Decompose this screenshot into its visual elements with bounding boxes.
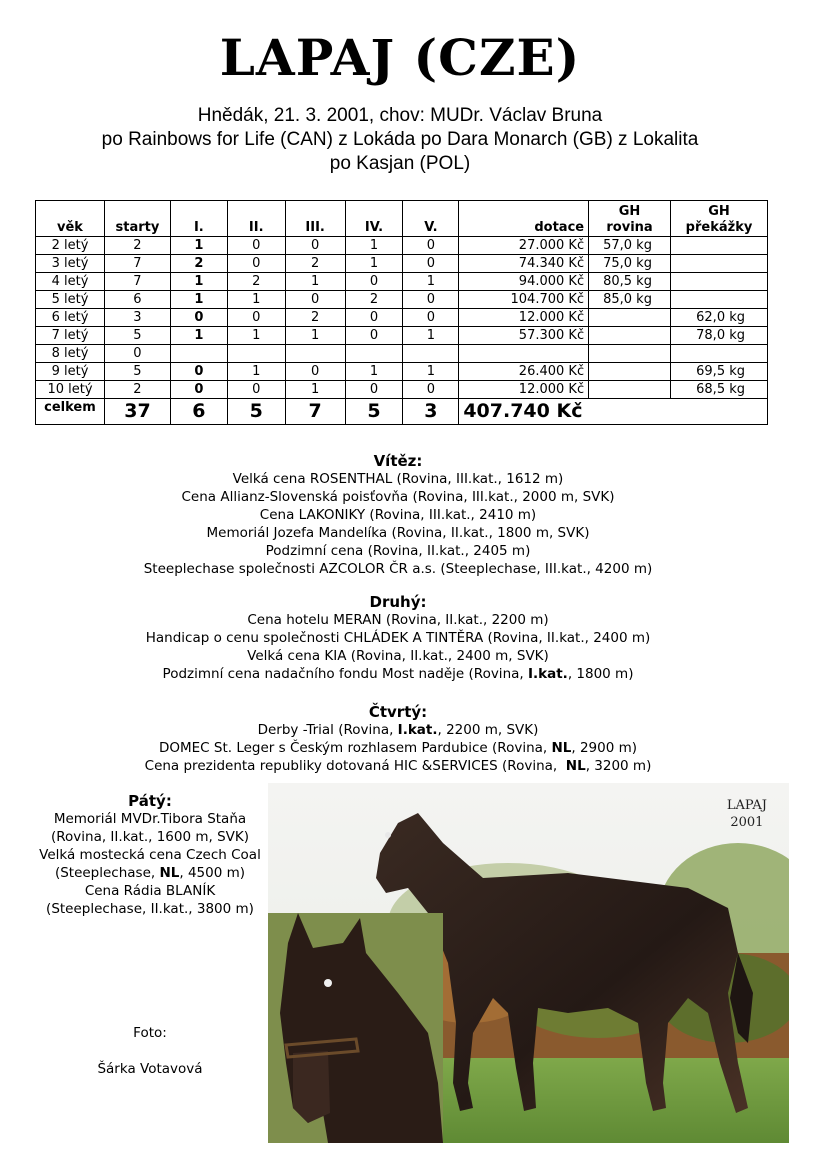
cell-third: 1 — [285, 381, 345, 399]
race-item — [0, 757, 796, 775]
race-category: I.kat. — [527, 666, 568, 682]
cell-gh-jumps: 69,5 kg — [671, 363, 768, 381]
table-row — [36, 255, 768, 273]
pedigree-line: po Rainbows for Life (CAN) z Lokáda po Dara Monarch (GB) z Lokalita — [101, 129, 699, 150]
race-item: Memoriál MVDr.Tibora Staňa — [53, 811, 247, 827]
cell-age: 2 letý — [36, 237, 105, 255]
cell-third: 2 — [285, 255, 345, 273]
cell-first: 0 — [170, 381, 227, 399]
race-item: Podzimní cena (Rovina, II.kat., 2405 m) — [265, 543, 531, 559]
cell-gh-jumps: 78,0 kg — [671, 327, 768, 345]
cell-age: 6 letý — [36, 309, 105, 327]
cell-gh-flat — [589, 363, 671, 381]
race-text: , 4500 m) — [179, 865, 246, 881]
race-text: Cena prezidenta republiky dotovaná HIC &SERVICES (Rovina, — [144, 758, 566, 774]
cell-fifth: 1 — [403, 363, 459, 381]
cell-second: 0 — [227, 309, 285, 327]
cell-second: 1 — [227, 327, 285, 345]
total-label: celkem — [36, 399, 105, 425]
cell-first: 0 — [170, 309, 227, 327]
cell-gh-flat — [589, 381, 671, 399]
race-text: , 2200 m, SVK) — [437, 722, 539, 738]
winner-heading: Vítěz: — [373, 452, 423, 470]
cell-fourth: 1 — [345, 237, 403, 255]
table-row — [36, 327, 768, 345]
cell-second: 1 — [227, 291, 285, 309]
cell-earnings: 12.000 Kč — [459, 309, 589, 327]
cell-fifth: 0 — [403, 291, 459, 309]
table-row — [36, 363, 768, 381]
cell-second: 0 — [227, 255, 285, 273]
cell-fourth: 1 — [345, 363, 403, 381]
race-item: Cena hotelu MERAN (Rovina, II.kat., 2200 m) — [247, 612, 549, 628]
race-item: Cena Rádia BLANÍK — [84, 883, 216, 899]
cell-age: 10 letý — [36, 381, 105, 399]
cell-fourth: 2 — [345, 291, 403, 309]
cell-fourth — [345, 345, 403, 363]
cell-earnings: 27.000 Kč — [459, 237, 589, 255]
race-text: Podzimní cena nadačního fondu Most naděje (Rovina, — [162, 666, 528, 682]
race-item: Velká cena KIA (Rovina, II.kat., 2400 m, SVK) — [247, 648, 549, 664]
photo-credit — [30, 1024, 270, 1078]
fifth-heading: Pátý: — [128, 792, 172, 810]
total-fifth: 3 — [403, 399, 459, 425]
race-text: DOMEC St. Leger s Českým rozhlasem Pardubice (Rovina, — [158, 740, 552, 756]
col-header-gh-flat: GH rovina — [589, 201, 671, 237]
cell-fifth: 1 — [403, 327, 459, 345]
total-first: 6 — [170, 399, 227, 425]
cell-fourth: 1 — [345, 255, 403, 273]
table-row — [36, 345, 768, 363]
col-header-first: I. — [170, 201, 227, 237]
cell-age: 4 letý — [36, 273, 105, 291]
total-earnings: 407.740 Kč — [459, 399, 768, 425]
cell-fourth: 0 — [345, 273, 403, 291]
table-total-row — [36, 399, 768, 425]
cell-fifth: 0 — [403, 237, 459, 255]
horse-photo — [268, 783, 789, 1143]
cell-gh-jumps: 62,0 kg — [671, 309, 768, 327]
table-row — [36, 273, 768, 291]
race-item — [0, 665, 796, 683]
second-place-section — [0, 593, 796, 683]
cell-age: 7 letý — [36, 327, 105, 345]
cell-second — [227, 345, 285, 363]
page-title: LAPAJ (CZE) — [219, 28, 581, 87]
cell-starts: 6 — [104, 291, 170, 309]
cell-gh-flat: 80,5 kg — [589, 273, 671, 291]
race-text: , 2900 m) — [571, 740, 638, 756]
cell-fifth: 0 — [403, 255, 459, 273]
race-text: , 1800 m) — [567, 666, 634, 682]
cell-first: 1 — [170, 273, 227, 291]
fourth-heading: Čtvrtý: — [368, 703, 428, 721]
cell-third: 0 — [285, 363, 345, 381]
race-text: Derby -Trial (Rovina, — [257, 722, 398, 738]
race-item — [30, 864, 270, 882]
cell-third: 0 — [285, 291, 345, 309]
race-text: , 3200 m) — [585, 758, 652, 774]
cell-gh-flat: 57,0 kg — [589, 237, 671, 255]
cell-second: 2 — [227, 273, 285, 291]
cell-earnings: 12.000 Kč — [459, 381, 589, 399]
cell-first: 1 — [170, 291, 227, 309]
cell-gh-jumps: 68,5 kg — [671, 381, 768, 399]
table-row — [36, 381, 768, 399]
cell-first: 1 — [170, 237, 227, 255]
total-fourth: 5 — [345, 399, 403, 425]
winner-section — [0, 452, 796, 578]
cell-starts: 2 — [104, 237, 170, 255]
cell-fifth — [403, 345, 459, 363]
race-item: Steeplechase společnosti AZCOLOR ČR a.s. (Steeplechase, III.kat., 4200 m) — [143, 561, 653, 577]
cell-third: 0 — [285, 237, 345, 255]
cell-first: 2 — [170, 255, 227, 273]
cell-starts: 7 — [104, 273, 170, 291]
cell-gh-flat: 85,0 kg — [589, 291, 671, 309]
race-item: Cena Allianz-Slovenská poisťovňa (Rovina, III.kat., 2000 m, SVK) — [181, 489, 615, 505]
cell-third: 1 — [285, 327, 345, 345]
race-category: I.kat. — [397, 722, 438, 738]
photo-credit-label: Foto: — [133, 1025, 167, 1041]
cell-age: 3 letý — [36, 255, 105, 273]
race-category: NL — [565, 758, 586, 774]
cell-gh-jumps — [671, 345, 768, 363]
cell-gh-flat — [589, 309, 671, 327]
cell-first: 0 — [170, 363, 227, 381]
cell-gh-jumps — [671, 273, 768, 291]
cell-fourth: 0 — [345, 327, 403, 345]
race-item: Cena LAKONIKY (Rovina, III.kat., 2410 m) — [259, 507, 537, 523]
cell-earnings: 104.700 Kč — [459, 291, 589, 309]
col-header-fifth: V. — [403, 201, 459, 237]
cell-first: 1 — [170, 327, 227, 345]
cell-first — [170, 345, 227, 363]
cell-third — [285, 345, 345, 363]
cell-third: 2 — [285, 309, 345, 327]
col-header-starts: starty — [104, 201, 170, 237]
col-header-fourth: IV. — [345, 201, 403, 237]
race-category: NL — [551, 740, 572, 756]
fourth-place-section — [0, 703, 796, 775]
cell-second: 1 — [227, 363, 285, 381]
cell-gh-jumps — [671, 255, 768, 273]
total-starts: 37 — [104, 399, 170, 425]
cell-starts: 2 — [104, 381, 170, 399]
total-second: 5 — [227, 399, 285, 425]
photo-caption-year: 2001 — [730, 815, 764, 830]
race-item: Memoriál Jozefa Mandelíka (Rovina, II.kat., 1800 m, SVK) — [206, 525, 590, 541]
race-item — [0, 739, 796, 757]
cell-starts: 5 — [104, 327, 170, 345]
col-header-gh-jumps: GH překážky — [671, 201, 768, 237]
horse-info — [0, 104, 800, 176]
col-header-third: III. — [285, 201, 345, 237]
cell-gh-flat — [589, 345, 671, 363]
col-header-earnings: dotace — [459, 201, 589, 237]
photo-caption-name: LAPAJ — [726, 798, 767, 813]
table-row — [36, 237, 768, 255]
cell-earnings — [459, 345, 589, 363]
cell-gh-flat: 75,0 kg — [589, 255, 671, 273]
cell-earnings: 74.340 Kč — [459, 255, 589, 273]
table-row — [36, 309, 768, 327]
race-item: (Rovina, II.kat., 1600 m, SVK) — [50, 829, 250, 845]
cell-starts: 5 — [104, 363, 170, 381]
cell-starts: 3 — [104, 309, 170, 327]
photo-credit-author: Šárka Votavová — [97, 1061, 203, 1077]
horse-info-line: Hnědák, 21. 3. 2001, chov: MUDr. Václav Bruna — [197, 105, 603, 126]
cell-starts: 7 — [104, 255, 170, 273]
race-item: Velká cena ROSENTHAL (Rovina, III.kat., 1612 m) — [232, 471, 564, 487]
table-row — [36, 291, 768, 309]
cell-age: 9 letý — [36, 363, 105, 381]
cell-second: 0 — [227, 381, 285, 399]
cell-starts: 0 — [104, 345, 170, 363]
cell-fifth: 0 — [403, 309, 459, 327]
cell-age: 5 letý — [36, 291, 105, 309]
cell-second: 0 — [227, 237, 285, 255]
cell-earnings: 26.400 Kč — [459, 363, 589, 381]
cell-gh-flat — [589, 327, 671, 345]
cell-fifth: 1 — [403, 273, 459, 291]
cell-gh-jumps — [671, 291, 768, 309]
photo-caption — [727, 797, 767, 831]
fifth-place-section — [30, 792, 270, 918]
cell-gh-jumps — [671, 237, 768, 255]
cell-fourth: 0 — [345, 309, 403, 327]
race-item: Handicap o cenu společnosti CHLÁDEK A TINTĚRA (Rovina, II.kat., 2400 m) — [145, 630, 651, 646]
table-header-row — [36, 201, 768, 237]
cell-earnings: 94.000 Kč — [459, 273, 589, 291]
col-header-age: věk — [36, 201, 105, 237]
race-item — [0, 721, 796, 739]
race-category: NL — [159, 865, 180, 881]
race-item: (Steeplechase, II.kat., 3800 m) — [46, 901, 254, 917]
col-header-second: II. — [227, 201, 285, 237]
cell-earnings: 57.300 Kč — [459, 327, 589, 345]
total-third: 7 — [285, 399, 345, 425]
race-text: (Steeplechase, — [54, 865, 160, 881]
race-item: Velká mostecká cena Czech Coal — [39, 847, 261, 863]
race-statistics-table — [35, 200, 768, 425]
cell-fifth: 0 — [403, 381, 459, 399]
cell-age: 8 letý — [36, 345, 105, 363]
second-heading: Druhý: — [369, 593, 427, 611]
pedigree-line: po Kasjan (POL) — [329, 153, 471, 174]
cell-fourth: 0 — [345, 381, 403, 399]
cell-third: 1 — [285, 273, 345, 291]
